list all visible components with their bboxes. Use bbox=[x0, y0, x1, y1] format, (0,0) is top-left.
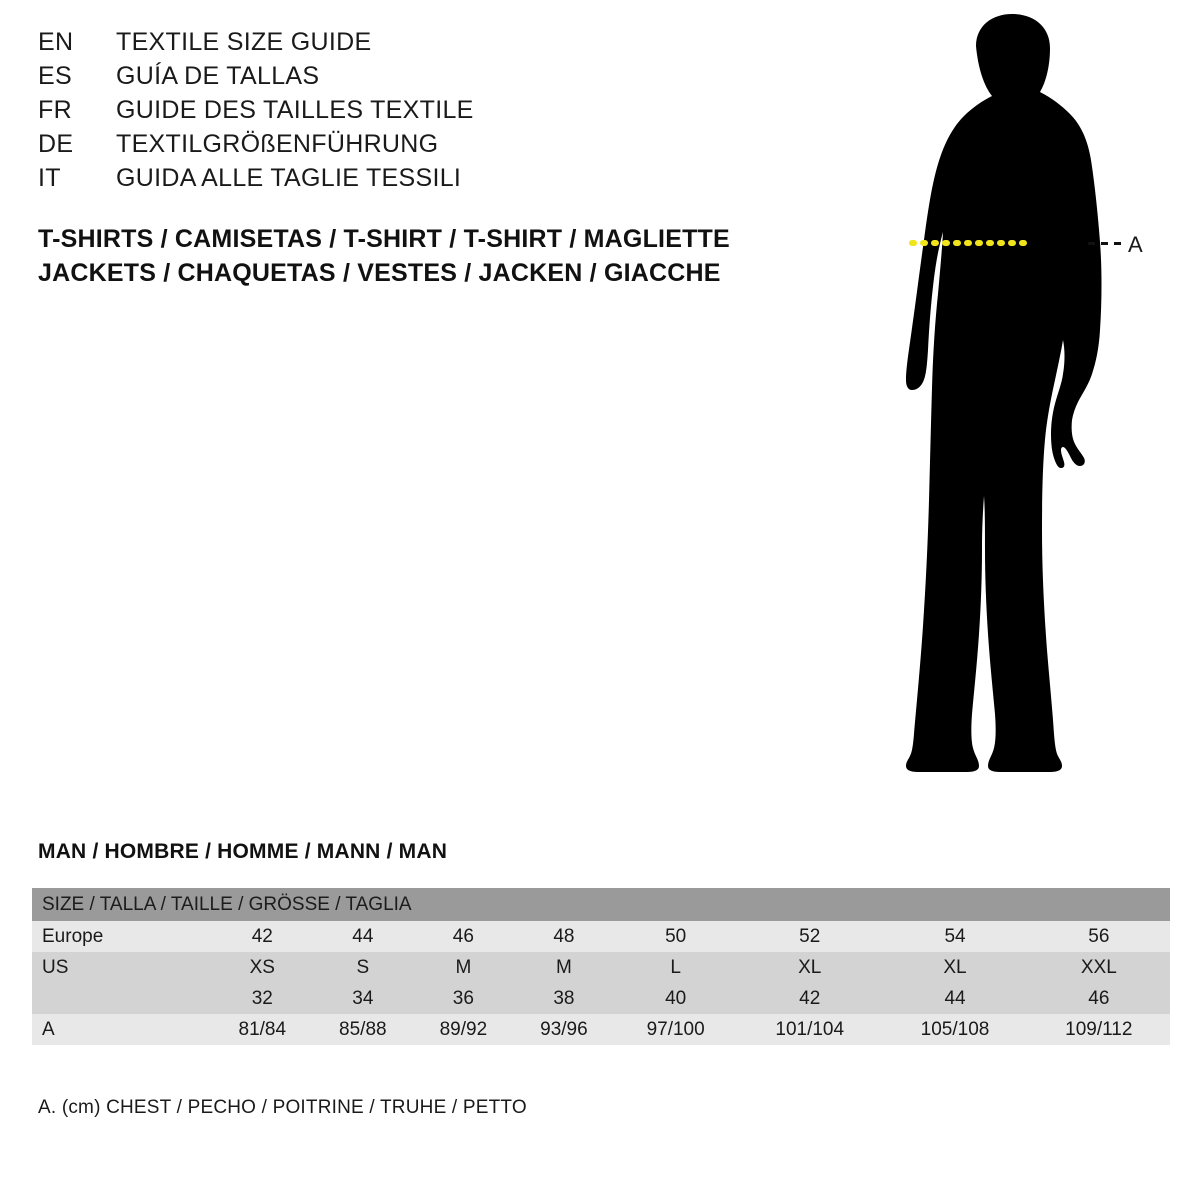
row-label-europe: Europe bbox=[32, 921, 212, 952]
cell: L bbox=[614, 952, 737, 983]
cell: XL bbox=[737, 952, 882, 983]
figure-area bbox=[790, 10, 1190, 800]
cell: XL bbox=[882, 952, 1027, 983]
measure-leader-dashes bbox=[1088, 242, 1122, 245]
table-header-row bbox=[32, 888, 1170, 921]
language-code: EN bbox=[38, 28, 74, 56]
cell: 54 bbox=[882, 921, 1027, 952]
language-row bbox=[38, 164, 758, 198]
category-tshirts: T-SHIRTS / CAMISETAS / T-SHIRT / T-SHIRT / MAGLIETTE bbox=[38, 225, 730, 253]
cell: 101/104 bbox=[737, 1014, 882, 1045]
language-code: FR bbox=[38, 96, 72, 124]
cell: 42 bbox=[212, 921, 313, 952]
cell: 105/108 bbox=[882, 1014, 1027, 1045]
cell: S bbox=[313, 952, 414, 983]
language-title: GUÍA DE TALLAS bbox=[116, 62, 320, 90]
table-row bbox=[32, 952, 1170, 983]
language-title: TEXTILGRÖßENFÜHRUNG bbox=[116, 130, 439, 158]
language-row bbox=[38, 28, 758, 62]
cell: 40 bbox=[614, 983, 737, 1014]
cell: 44 bbox=[313, 921, 414, 952]
cell: M bbox=[413, 952, 514, 983]
cell: 93/96 bbox=[514, 1014, 615, 1045]
cell: 50 bbox=[614, 921, 737, 952]
table-row bbox=[32, 983, 1170, 1014]
language-title: GUIDE DES TAILLES TEXTILE bbox=[116, 96, 474, 124]
language-code: ES bbox=[38, 62, 72, 90]
language-title: TEXTILE SIZE GUIDE bbox=[116, 28, 372, 56]
cell: 89/92 bbox=[413, 1014, 514, 1045]
cell: 97/100 bbox=[614, 1014, 737, 1045]
cell: 36 bbox=[413, 983, 514, 1014]
cell: 81/84 bbox=[212, 1014, 313, 1045]
measure-label-a: A bbox=[1128, 232, 1143, 257]
language-row bbox=[38, 62, 758, 96]
language-code: IT bbox=[38, 164, 61, 192]
cell: 38 bbox=[514, 983, 615, 1014]
cell: 42 bbox=[737, 983, 882, 1014]
language-header-block bbox=[38, 28, 758, 198]
language-title: GUIDA ALLE TAGLIE TESSILI bbox=[116, 164, 462, 192]
man-silhouette-icon bbox=[790, 10, 1190, 800]
section-title-man: MAN / HOMBRE / HOMME / MANN / MAN bbox=[38, 840, 448, 863]
language-code: DE bbox=[38, 130, 74, 158]
size-table bbox=[32, 888, 1170, 1045]
table-footnote: A. (cm) CHEST / PECHO / POITRINE / TRUHE / PETTO bbox=[38, 1097, 527, 1118]
row-label-a: A bbox=[32, 1014, 212, 1045]
cell: 44 bbox=[882, 983, 1027, 1014]
cell: 46 bbox=[413, 921, 514, 952]
cell: XXL bbox=[1028, 952, 1170, 983]
cell: 48 bbox=[514, 921, 615, 952]
cell: 32 bbox=[212, 983, 313, 1014]
row-label-us: US bbox=[32, 952, 212, 983]
row-label-empty bbox=[32, 983, 212, 1014]
cell: 109/112 bbox=[1028, 1014, 1170, 1045]
cell: XS bbox=[212, 952, 313, 983]
cell: 56 bbox=[1028, 921, 1170, 952]
cell: 46 bbox=[1028, 983, 1170, 1014]
table-row bbox=[32, 1014, 1170, 1045]
table-header-label: SIZE / TALLA / TAILLE / GRÖSSE / TAGLIA bbox=[32, 888, 1170, 921]
language-row bbox=[38, 96, 758, 130]
cell: 85/88 bbox=[313, 1014, 414, 1045]
table-row bbox=[32, 921, 1170, 952]
cell: 52 bbox=[737, 921, 882, 952]
cell: M bbox=[514, 952, 615, 983]
category-jackets: JACKETS / CHAQUETAS / VESTES / JACKEN / GIACCHE bbox=[38, 259, 721, 287]
language-row bbox=[38, 130, 758, 164]
cell: 34 bbox=[313, 983, 414, 1014]
category-block bbox=[38, 222, 798, 290]
